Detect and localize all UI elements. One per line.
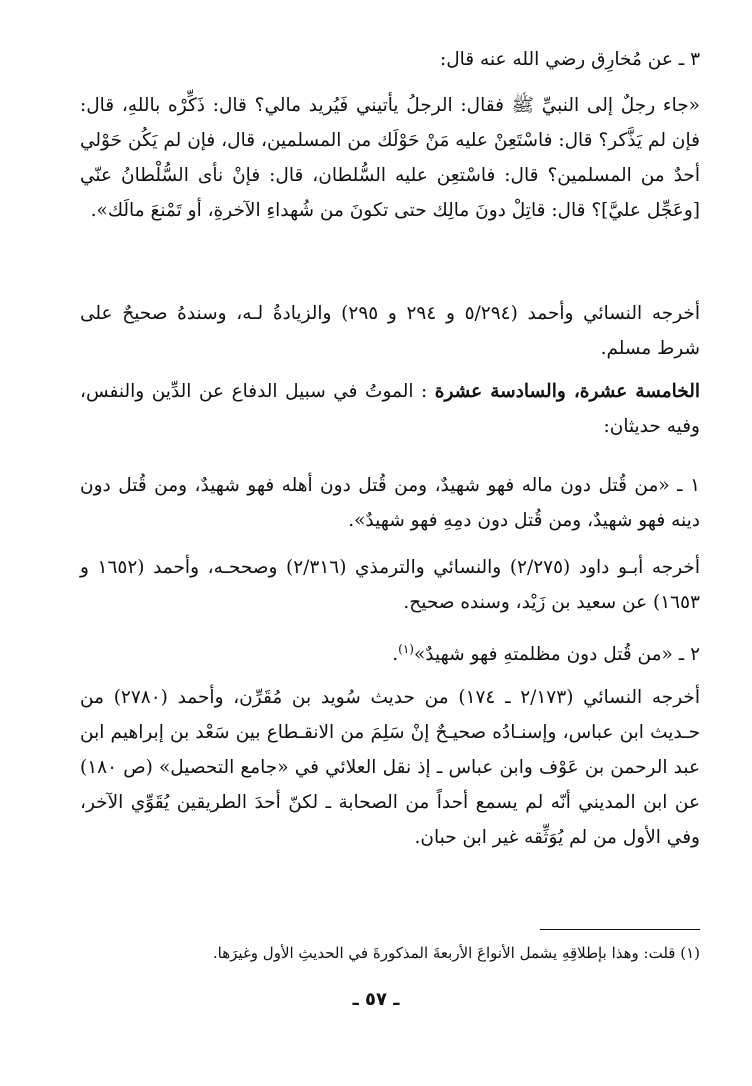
hadith-2-end: . bbox=[392, 644, 399, 666]
hadith-2-takhrij: أخرجه النسائي (٢/١٧٣ ـ ١٧٤) من حديث سُويد بن مُقَرِّن، وأحمد (٢٧٨٠) من حـديث ابن عباس، وإسنـادُه صحيـحٌ إنْ سَلِمَ من الانقـطاع بين سَعْد بن إبراهيم ابن عبد الرحمن بن عَوْف وابن عباس ـ إذ نقل العلائي في «جامع التحصيل» (ص ١٨٠) عن ابن المديني أنّه لم يسمع أحداً من الصحابة ـ لكنّ أحدَ الطريقين يُقَوِّي الآخر، وفي الأول من لم يُوَثِّقه غير ابن حبان. bbox=[80, 687, 701, 848]
footnote-text: (١) قلت: وهذا بإطلاقِهِ يشمل الأنواعَ الأربعةَ المذكورةَ في الحديثِ الأول وغيرَها. bbox=[212, 944, 700, 962]
section-subtitle: : الموتُ في سبيل الدفاع عن الدِّين والنفس، وفيه حديثان: bbox=[80, 381, 700, 437]
hadith-1-text: ١ ـ «من قُتل دون ماله فهو شهيدٌ، ومن قُتل دون أهله فهو شهيدٌ، ومن قُتل دون دينه فهو شهيدٌ، ومن قُتل دون دمِهِ فهو شهيدٌ». bbox=[80, 475, 700, 531]
section-title: الخامسة عشرة، والسادسة عشرة bbox=[434, 381, 701, 402]
footnote-marker[interactable]: (١) bbox=[398, 642, 414, 656]
hadith-3-text: «جاء رجلٌ إلى النبيِّ ﷺ فقال: الرجلُ يأتيني فَيُريد مالي؟ قال: ذَكِّرْه باللهِ، قال: فإن لم يَذَّكر؟ قال: فاسْتَعِنْ عليه مَنْ حَوْلَك من المسلمين، قال، فإن لم يَكُن حَوْلي أحدٌ من المسلمين؟ قال: فاسْتعِن عليه السُّلطان، قال: فإنْ نأى السُّلْطانُ عنّي [وعَجِّل عليَّ]؟ قال: قاتِلْ دونَ مالِك حتى تكونَ من شُهداءِ الآخرةِ، أو تَمْنعَ مالَك». bbox=[80, 95, 700, 221]
footnote-divider bbox=[540, 929, 700, 930]
hadith-1-takhrij: أخرجه أبـو داود (٢/٢٧٥) والنسائي والترمذي (٢/٣١٦) وصححـه، وأحمد (١٦٥٢ و ١٦٥٣) عن سعيد بن زَيْد، وسنده صحيح. bbox=[80, 557, 700, 613]
hadith-2-body: ٢ ـ «من قُتل دون مظلمتهِ فهو شهيدٌ» bbox=[413, 644, 700, 666]
section-heading bbox=[80, 374, 700, 444]
hadith-3-heading: ٣ ـ عن مُخارِق رضي الله عنه قال: bbox=[440, 49, 700, 70]
page-number: ـ ٥٧ ـ bbox=[352, 989, 400, 1010]
hadith-3-takhrij: أخرجه النسائي وأحمد (٥/٢٩٤ و ٢٩٤ و ٢٩٥) والزيادةُ لـه، وسندهُ صحيحٌ على شرط مسلم. bbox=[80, 303, 700, 359]
hadith-2-text bbox=[80, 632, 700, 672]
